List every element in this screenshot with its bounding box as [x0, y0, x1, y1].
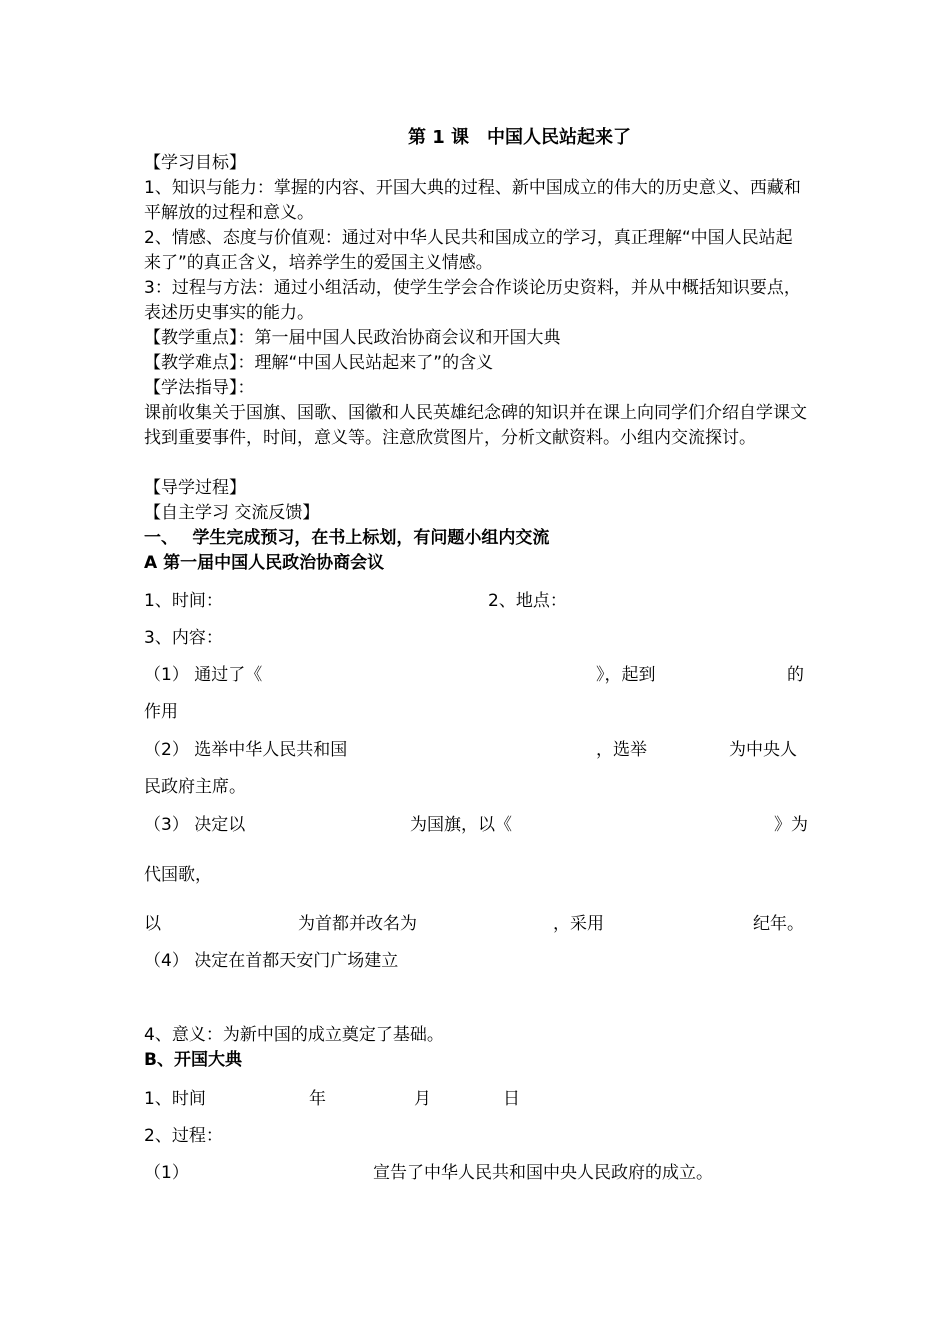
b-time-label: 1、时间 — [144, 1089, 206, 1109]
section-a-heading: A 第一届中国人民政治协商会议 — [144, 553, 385, 573]
content-3-part-a: （3） 决定以 — [144, 815, 246, 835]
b-year-label: 年 — [309, 1089, 326, 1109]
content-1-part-a: （1） 通过了《 — [144, 665, 263, 685]
a-time-label: 1、时间： — [144, 591, 223, 611]
content-3-part-c: 》为 — [774, 815, 808, 835]
key-point: 【教学重点】：第一届中国人民政治协商会议和开国大典 — [144, 328, 561, 348]
part-one-heading: 一、 学生完成预习，在书上标划，有问题小组内交流 — [144, 528, 550, 548]
b-month-label: 月 — [414, 1089, 431, 1109]
goals-header: 【学习目标】 — [144, 153, 246, 173]
page-title: 第 1 课 中国人民站起来了 — [408, 127, 632, 148]
goal-knowledge: 1、知识与能力：掌握的内容、开国大典的过程、新中国成立的伟大的历史意义、西藏和平解放的过程和意义。 — [144, 178, 801, 223]
method-text: 课前收集关于国旗、国歌、国徽和人民英雄纪念碑的知识并在课上向同学们介绍自学课文找到重要事件，时间，意义等。注意欣赏图片，分析文献资料。小组内交流探讨。 — [144, 403, 807, 448]
method-header: 【学法指导】： — [144, 378, 255, 398]
b-day-label: 日 — [503, 1089, 520, 1109]
content-2-part-b: ，选举 — [596, 740, 647, 760]
content-1-part-d: 作用 — [144, 702, 178, 722]
content-2-part-a: （2） 选举中华人民共和国 — [144, 740, 348, 760]
goal-process: 3：过程与方法：通过小组活动，使学生学会合作谈论历史资料，并从中概括知识要点，表述历史事实的能力。 — [144, 278, 801, 323]
goal-emotion: 2、情感、态度与价值观：通过对中华人民共和国成立的学习，真正理解“中国人民站起来了”的真正含义，培养学生的爱国主义情感。 — [144, 228, 793, 273]
self-study-header: 【自主学习 交流反馈】 — [144, 503, 320, 523]
content-3-part-b: 为国旗，以《 — [410, 815, 512, 835]
content-1-part-c: 的 — [787, 665, 804, 685]
content-3-part-e: 以 — [144, 914, 161, 934]
content-3-part-h: 纪年。 — [753, 914, 804, 934]
content-2-part-c: 为中央人 — [729, 740, 797, 760]
content-3-part-f: 为首都并改名为 — [298, 914, 417, 934]
section-b-heading: B、开国大典 — [144, 1050, 242, 1070]
content-2-part-d: 民政府主席。 — [144, 777, 246, 797]
process-header: 【导学过程】 — [144, 478, 246, 498]
a-meaning: 4、意义：为新中国的成立奠定了基础。 — [144, 1025, 444, 1045]
content-1-part-b: 》，起到 — [596, 665, 656, 685]
content-4: （4） 决定在首都天安门广场建立 — [144, 951, 399, 971]
content-3-part-g: ，采用 — [553, 914, 604, 934]
difficult-point: 【教学难点】：理解“中国人民站起来了”的含义 — [144, 353, 494, 373]
a-content-label: 3、内容： — [144, 628, 223, 648]
b-process-label: 2、过程： — [144, 1126, 223, 1146]
a-place-label: 2、地点： — [488, 591, 567, 611]
b-process-1-text: 宣告了中华人民共和国中央人民政府的成立。 — [373, 1163, 713, 1183]
content-3-part-d: 代国歌， — [144, 865, 212, 885]
b-process-1-number: （1） — [144, 1163, 189, 1183]
